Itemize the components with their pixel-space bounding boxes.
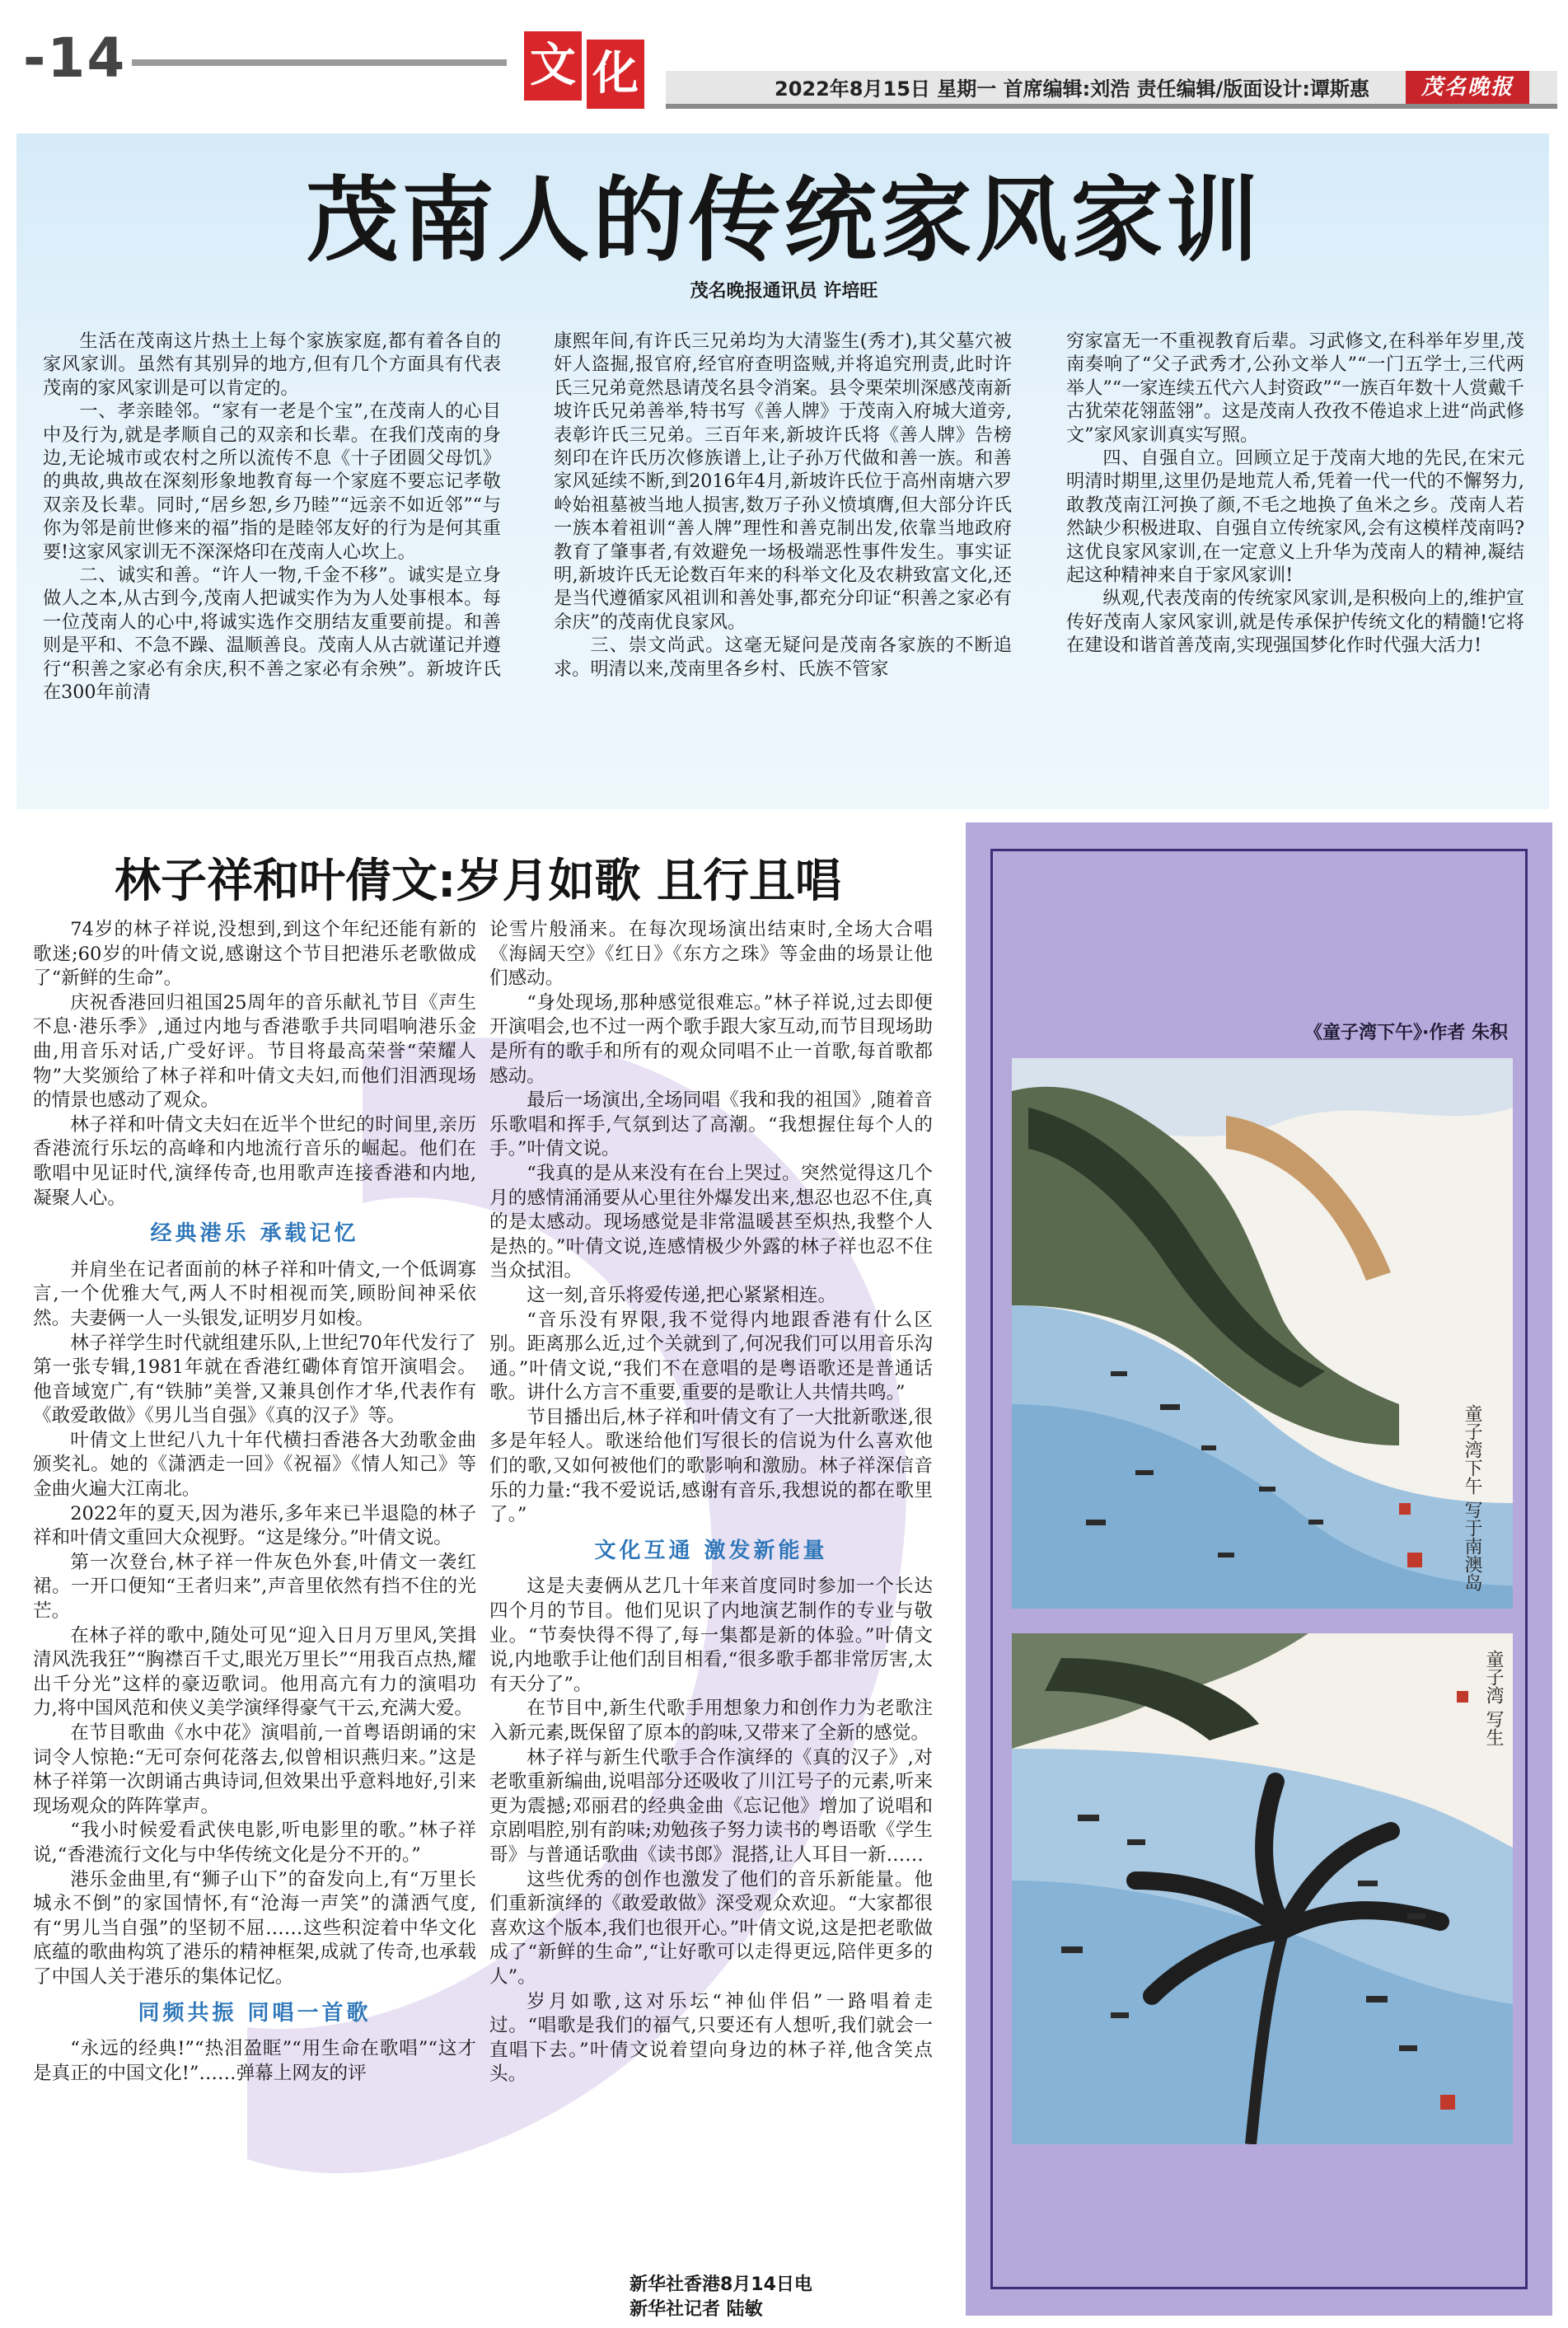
paragraph: 三、崇文尚武。这毫无疑问是茂南各家族的不断追求。明清以来,茂南里各乡村、氏族不管家 (554, 635, 1012, 680)
paragraph: 林子祥学生时代就组建乐队,上世纪70年代发行了第一张专辑,1981年就在香港红磡体育馆开演唱会。他音域宽广,有“铁肺”美誉,又兼具创作才华,代表作有《敢爱敢做》《男儿当自强》《真的汉子》等。 (33, 1332, 476, 1427)
paragraph: 这一刻,音乐将爱传递,把心紧紧相连。 (527, 1284, 837, 1306)
paragraph: 最后一场演出,全场同唱《我和我的祖国》,随着音乐歌唱和挥手,气氛到达了高潮。“我想握住每个人的手。”叶倩文说。 (489, 1089, 933, 1160)
masthead-rule (132, 59, 507, 66)
paragraph: 叶倩文上世纪八九十年代横扫香港各大劲歌金曲颁奖礼。她的《潇洒走一回》《祝福》《情人知己》等金曲火遍大江南北。 (33, 1429, 476, 1501)
feature-article-column-2 (554, 330, 1012, 791)
painting-top-inscription: 童子湾下午 写于南澳岛 (1462, 1404, 1482, 1591)
newspaper-logo: 茂名晚报 (1406, 71, 1529, 104)
painting-bottom-inscription: 童子湾 写生 (1483, 1650, 1504, 1746)
paragraph: 二、诚实和善。“许人一物,千金不移”。诚实是立身做人之本,从古到今,茂南人把诚实作为为人处事根本。每一位茂南人的心中,将诚实选作交朋结友重要前提。和善则是平和、不急不躁、温顺善良。茂南人从古就谨记并遵行“积善之家必有余庆,积不善之家必有余殃”。新坡许氏在300年前清 (43, 564, 501, 704)
music-article-column-1 (33, 918, 476, 2086)
music-article-column-2 (489, 918, 933, 2087)
paragraph: 康熙年间,有许氏三兄弟均为大清鉴生(秀才),其父墓穴被奸人盗掘,报官府,经官府查明盗贼,并将追究刑责,此时许氏三兄弟竟然恳请茂名县令消案。县令栗荣圳深感茂南新坡许氏兄弟善举,特书写《善人牌》于茂南入府城大道旁,表彰许氏三兄弟。三百年来,新坡许氏将《善人牌》告榜刻印在许氏历次修族谱上,让子孙万代做和善一族。和善家风延续不断,到2016年4月,新坡许氏位于高州南塘六罗岭始祖墓被当地人损害,数万子孙义愤填膺,但大部分许氏一族本着祖训“善人牌”理性和善克制出发,依靠当地政府教育了肇事者,有效避免一场极端恶性事件发生。事实证明,新坡许氏无论数百年来的科举文化及农耕致富文化,还是当代遵循家风祖训和善处事,都充分印证“积善之家必有余庆”的茂南优良家风。 (554, 330, 1012, 633)
feature-article-column-1 (43, 330, 501, 791)
paragraph: 第一次登台,林子祥一件灰色外套,叶倩文一袭红裙。一开口便知“王者归来”,声音里依然有挡不住的光芒。 (33, 1551, 476, 1623)
paragraph: 一、孝亲睦邻。“家有一老是个宝”,在茂南人的心目中及行为,就是孝顺自己的双亲和长辈。在我们茂南的身边,无论城市或农村之所以流传不息《十子团圆父母饥》的典故,典故在深刻形象地教育每一个家庭不要忘记孝敬双亲及长辈。同时,“居乡恕,乡乃睦”“远亲不如近邻”“与你为邻是前世修来的福”指的是睦邻友好的行为是何其重要!这家风家训无不深深烙印在茂南人心坎上。 (43, 400, 501, 563)
paragraph: “我小时候爱看武侠电影,听电影里的歌。”林子祥说,“香港流行文化与中华传统文化是分不开的。” (33, 1820, 476, 1866)
paragraph: “永远的经典!”“热泪盈眶”“用生命在歌唱”“这才是真正的中国文化!”……弹幕上网友的评 (33, 2038, 476, 2084)
painting-caption: 《童子湾下午》·作者 朱积 (1304, 1023, 1508, 1043)
paragraph: 这是夫妻俩从艺几十年来首度同时参加一个长达四个月的节目。他们见识了内地演艺制作的专业与敬业。“节奏快得不得了,每一集都是新的体验。”叶倩文说,内地歌手让他们刮目相看,“很多歌手都非常厉害,太有天分了”。 (489, 1576, 933, 1695)
page-number: -14 (23, 26, 127, 90)
article-credit-dateline: 新华社香港8月14日电 (630, 2274, 812, 2295)
paragraph: 庆祝香港回归祖国25周年的音乐献礼节目《声生不息·港乐季》,通过内地与香港歌手共同唱响港乐金曲,用音乐对话,广受好评。节目将最高荣誉“荣耀人物”大奖颁给了林子祥和叶倩文夫妇,而他们泪洒现场的情景也感动了观众。 (33, 991, 476, 1112)
masthead-info: 2022年8月15日 星期一 首席编辑:刘浩 责任编辑/版面设计:谭斯惠 (775, 77, 1369, 101)
paragraph: 74岁的林子祥说,没想到,到这个年纪还能有新的歌迷;60岁的叶倩文说,感谢这个节目把港乐老歌做成了“新鲜的生命”。 (33, 919, 476, 990)
paragraph: 林子祥和叶倩文夫妇在近半个世纪的时间里,亲历香港流行乐坛的高峰和内地流行音乐的崛起。他们在歌唱中见证时代,演绎传奇,也用歌声连接香港和内地,凝聚人心。 (33, 1113, 476, 1209)
section-subhead: 同频共振 同唱一首歌 (138, 2000, 372, 2026)
paragraph: 岁月如歌,这对乐坛“神仙伴侣”一路唱着走过。“唱歌是我们的福气,只要还有人想听,我们就会一直唱下去。”叶倩文说着望向身边的林子祥,他含笑点头。 (489, 1990, 933, 2086)
painting-top (1012, 1058, 1513, 1609)
section-subhead: 文化互通 激发新能量 (594, 1538, 828, 1563)
paragraph: “音乐没有界限,我不觉得内地跟香港有什么区别。距离那么近,过个关就到了,何况我们可以用音乐沟通。”叶倩文说,“我们不在意唱的是粤语歌还是普通话歌。讲什么方言不重要,重要的是歌让人共情共鸣。” (489, 1309, 933, 1404)
paragraph: 并肩坐在记者面前的林子祥和叶倩文,一个低调寡言,一个优雅大气,两人不时相视而笑,顾盼间神采依然。夫妻俩一人一头银发,证明岁月如梭。 (33, 1258, 476, 1329)
paragraph: 港乐金曲里,有“狮子山下”的奋发向上,有“万里长城永不倒”的家国情怀,有“沧海一声笑”的潇洒气度,有“男儿当自强”的坚韧不屈……这些积淀着中华文化底蕴的歌曲构筑了港乐的精神框架,成就了传奇,也承载了中国人关于港乐的集体记忆。 (33, 1868, 476, 1988)
painting-bottom (1012, 1633, 1513, 2144)
feature-article-title: 茂南人的传统家风家训 (306, 167, 1262, 274)
paragraph: 纵观,代表茂南的传统家风家训,是积极向上的,维护宣传好茂南人家风家训,就是传承保护传统文化的精髓!它将在建设和谐首善茂南,实现强国梦化作时代强大活力! (1066, 588, 1524, 657)
paragraph: “我真的是从来没有在台上哭过。突然觉得这几个月的感情涌涌要从心里往外爆发出来,想忍也忍不住,真的是太感动。现场感觉是非常温暖甚至炽热,我整个人是热的。”叶倩文说,连感情极少外露的林子祥也忍不住当众拭泪。 (489, 1162, 933, 1282)
paragraph: 四、自强自立。回顾立足于茂南大地的先民,在宋元明清时期里,这里仍是地荒人希,凭着一代一代的不懈努力,敢教茂南江河换了颜,不毛之地换了鱼米之乡。茂南人若然缺少积极进取、自强自立传统家风,会有这模样茂南吗?这优良家风家训,在一定意义上升华为茂南人的精神,凝结起这种精神来自于家风家训! (1066, 447, 1524, 587)
section-label-char-2: 化 (587, 40, 644, 109)
paragraph: 在林子祥的歌中,随处可见“迎入日月万里风,笑揖清风洗我狂”“胸襟百千丈,眼光万里长”“用我百点热,耀出千分光”这样的豪迈歌词。他用高亢有力的演唱功力,将中国风范和侠义美学演绎得豪气干云,充满大爱。 (33, 1624, 476, 1720)
paragraph: 穷家富无一不重视教育后辈。习武修文,在科举年岁里,茂南奏响了“父子武秀才,公孙文举人”“一门五学士,三代两举人”“一家连续五代六人封资政”“一族百年数十人赏戴千古犹荣花翎蓝翎”。这是茂南人孜孜不倦追求上进“尚武修文”家风家训真实写照。 (1066, 330, 1524, 446)
section-subhead: 经典港乐 承载记忆 (150, 1221, 359, 1247)
paragraph: 论雪片般涌来。在每次现场演出结束时,全场大合唱《海阔天空》《红日》《东方之珠》等金曲的场景让他们感动。 (489, 919, 933, 990)
music-article-title: 林子祥和叶倩文:岁月如歌 且行且唱 (115, 855, 841, 908)
feature-article-column-3 (1066, 330, 1524, 791)
paragraph: 这些优秀的创作也激发了他们的音乐新能量。他们重新演绎的《敢爱敢做》深受观众欢迎。“大家都很喜欢这个版本,我们也很开心。”叶倩文说,这是把老歌做成了“新鲜的生命”,“让好歌可以走得更远,陪伴更多的人”。 (489, 1868, 933, 1988)
paragraph: 节目播出后,林子祥和叶倩文有了一大批新歌迷,很多是年轻人。歌迷给他们写很长的信说为什么喜欢他们的歌,又如何被他们的歌影响和激励。林子祥深信音乐的力量:“我不爱说话,感谢有音乐,我想说的都在歌里了。” (489, 1406, 933, 1526)
paragraph: 在节目中,新生代歌手用想象力和创作力为老歌注入新元素,既保留了原本的韵味,又带来了全新的感觉。 (489, 1698, 933, 1744)
feature-article-byline: 茂名晚报通讯员 许培旺 (690, 281, 878, 302)
paragraph: 生活在茂南这片热土上每个家族家庭,都有着各自的家风家训。虽然有其别异的地方,但有几个方面具有代表茂南的家风家训是可以肯定的。 (43, 330, 501, 399)
section-label-char-1: 文 (524, 31, 582, 101)
paragraph: “身处现场,那种感觉很难忘。”林子祥说,过去即便开演唱会,也不过一两个歌手跟大家互动,而节目现场助是所有的歌手和所有的观众同唱不止一首歌,每首歌都感动。 (489, 991, 933, 1087)
paragraph: 林子祥与新生代歌手合作演绎的《真的汉子》,对老歌重新编曲,说唱部分还吸收了川江号子的元素,听来更为震撼;邓丽君的经典金曲《忘记他》增加了说唱和京剧唱腔,别有韵味;劝勉孩子努力读书的粤语歌《学生哥》与普通话歌曲《读书郎》混搭,让人耳目一新…… (489, 1746, 933, 1866)
paragraph: 在节目歌曲《水中花》演唱前,一首粤语朗诵的宋词令人惊艳:“无可奈何花落去,似曾相识燕归来。”这是林子祥第一次朗诵古典诗词,但效果出乎意料地好,引来现场观众的阵阵掌声。 (33, 1722, 476, 1817)
article-credit-reporter: 新华社记者 陆敏 (630, 2299, 763, 2320)
paragraph: 2022年的夏天,因为港乐,多年来已半退隐的林子祥和叶倩文重回大众视野。“这是缘分。”叶倩文说。 (33, 1502, 476, 1549)
